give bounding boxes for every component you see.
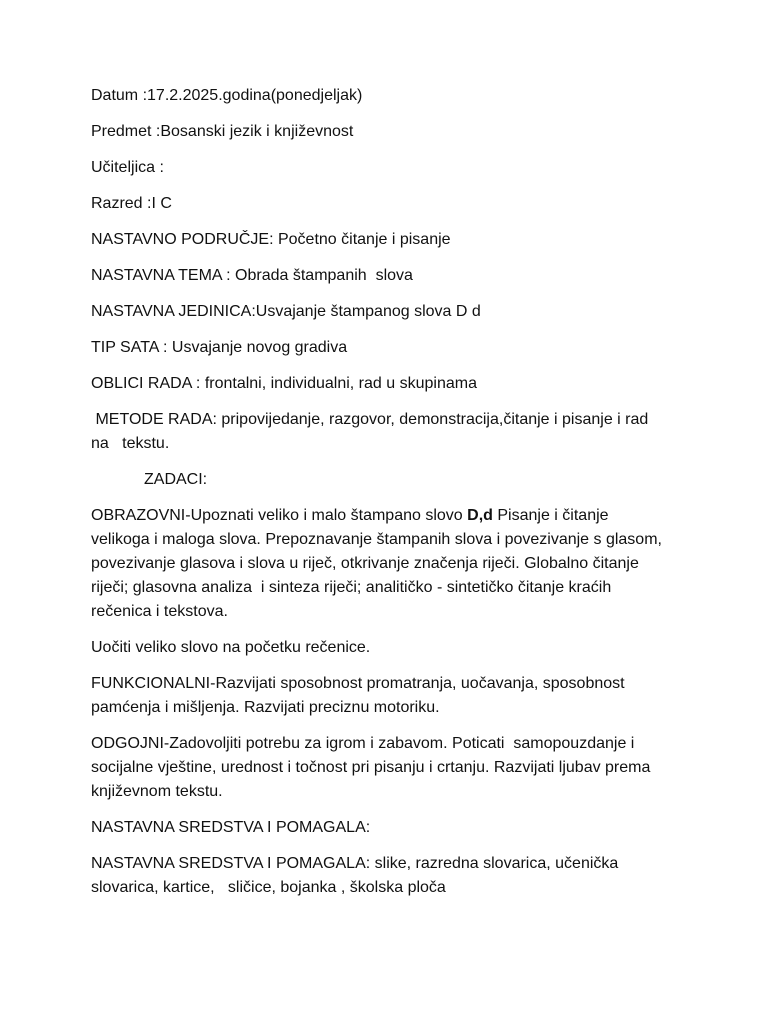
subject-line: Predmet :Bosanski jezik i književnost (91, 123, 354, 140)
teaching-aids-line-1: NASTAVNA SREDSTVA I POMAGALA: slike, razredna slovarica, učenička (91, 855, 619, 872)
educational-goals-line-2: velikoga i maloga slova. Prepoznavanje štampanih slova i povezivanje s glasom, (91, 531, 662, 548)
teaching-area-line: NASTAVNO PODRUČJE: Početno čitanje i pisanje (91, 231, 451, 248)
educational-goals-letter: D,d (467, 507, 493, 524)
capital-letter-note: Uočiti veliko slovo na početku rečenice. (91, 639, 371, 656)
work-forms-line: OBLICI RADA : frontalni, individualni, rad u skupinama (91, 375, 477, 392)
teaching-aids-heading: NASTAVNA SREDSTVA I POMAGALA: (91, 819, 371, 836)
upbringing-goals-line-2: socijalne vještine, urednost i točnost pri pisanju i crtanju. Razvijati ljubav prema (91, 759, 651, 776)
functional-goals-line-2: pamćenja i mišljenja. Razvijati preciznu motoriku. (91, 699, 440, 716)
educational-goals-line-5: rečenica i tekstova. (91, 603, 228, 620)
class-line: Razred :I C (91, 195, 172, 212)
functional-goals-line-1: FUNKCIONALNI-Razvijati sposobnost promatranja, uočavanja, sposobnost (91, 675, 625, 692)
educational-goals-paragraph (91, 504, 691, 624)
teaching-unit-line: NASTAVNA JEDINICA:Usvajanje štampanog slova D d (91, 303, 481, 320)
teaching-topic-line: NASTAVNA TEMA : Obrada štampanih slova (91, 267, 413, 284)
educational-goals-line-3: povezivanje glasova i slova u riječ, otkrivanje značenja riječi. Globalno čitanje (91, 555, 639, 572)
teaching-aids-paragraph (91, 852, 691, 900)
date-line: Datum :17.2.2025.godina(ponedjeljak) (91, 87, 363, 104)
educational-goals-line-1-rest: Pisanje i čitanje (492, 507, 609, 524)
work-methods-paragraph (91, 408, 691, 456)
upbringing-goals-line-3: književnom tekstu. (91, 783, 223, 800)
teaching-aids-line-2: slovarica, kartice, sličice, bojanka , školska ploča (91, 879, 446, 896)
educational-goals-line-4: riječi; glasovna analiza i sinteza riječi; analitičko - sintetičko čitanje kraćih (91, 579, 612, 596)
lesson-plan-text (91, 84, 691, 912)
upbringing-goals-line-1: ODGOJNI-Zadovoljiti potrebu za igrom i zabavom. Poticati samopouzdanje i (91, 735, 635, 752)
educational-goals-prefix: OBRAZOVNI-Upoznati veliko i malo štampano slovo (91, 507, 468, 524)
functional-goals-paragraph (91, 672, 691, 720)
work-methods-line-1: METODE RADA: pripovijedanje, razgovor, demonstracija,čitanje i pisanje i rad (91, 411, 649, 428)
upbringing-goals-paragraph (91, 732, 691, 804)
lesson-type-line: TIP SATA : Usvajanje novog gradiva (91, 339, 348, 356)
teacher-line: Učiteljica : (91, 159, 164, 176)
tasks-heading: ZADACI: (144, 471, 208, 488)
work-methods-line-2: na tekstu. (91, 435, 170, 452)
